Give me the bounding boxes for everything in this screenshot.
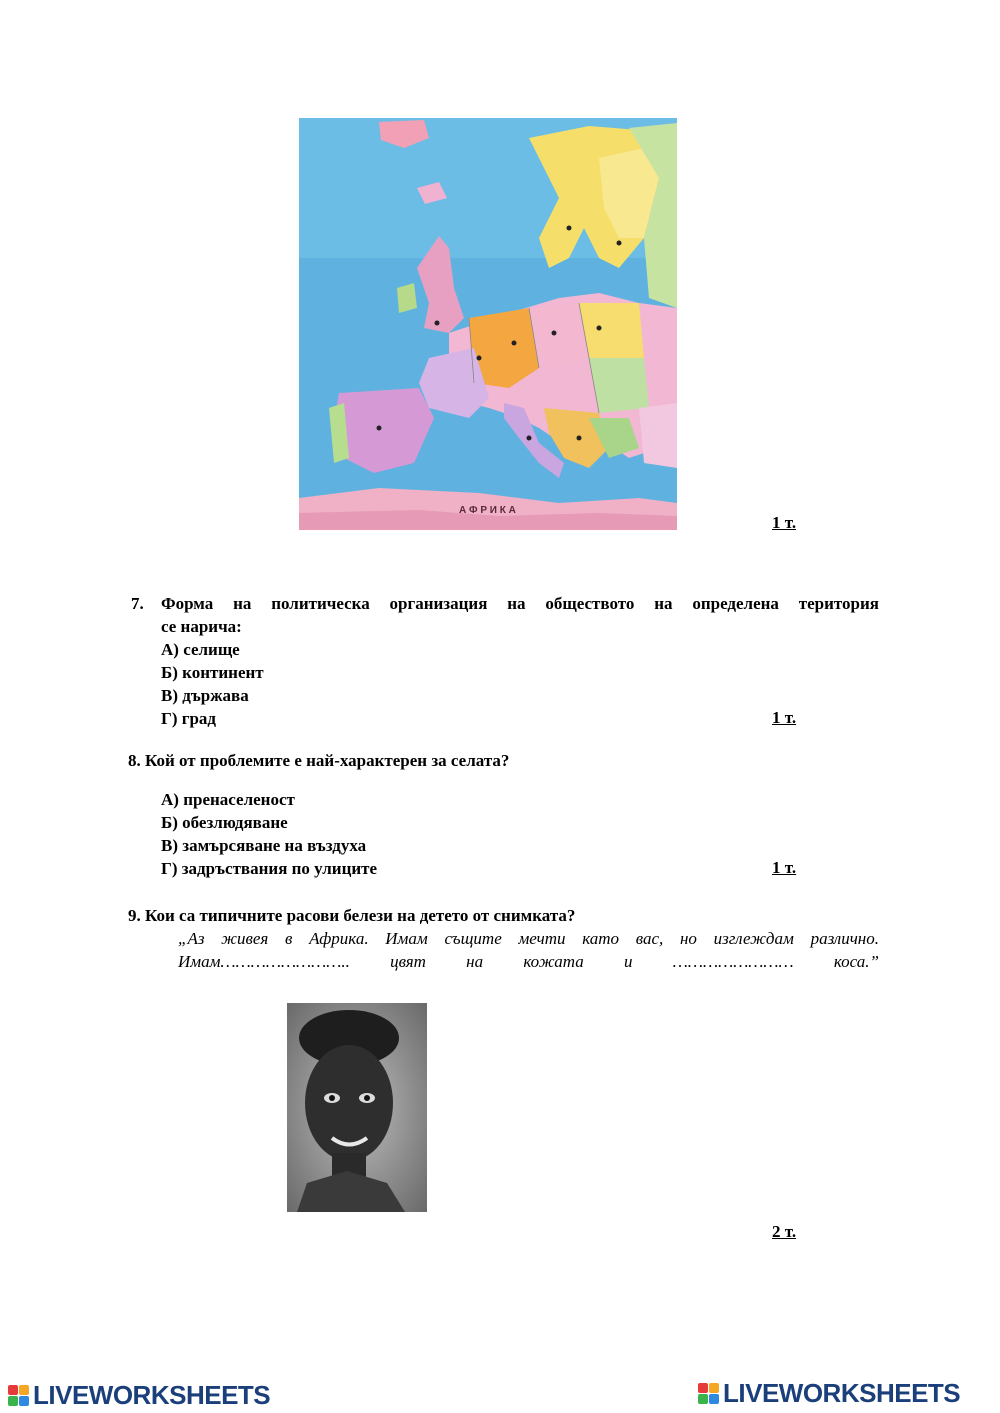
liveworksheets-mark-icon [698,1383,719,1404]
q8-option-d[interactable]: Г) задръствания по улиците [161,859,378,878]
q7-question-line1: Форма на политическа организация на обществото на определена територия [161,594,879,613]
liveworksheets-logo-left[interactable] [8,1380,270,1411]
liveworksheets-brand-left: LIVEWORKSHEETS [33,1380,271,1410]
q9-quote-line2[interactable]: Имам…………………….. цвят на кожата и …………………… коса.” [178,952,879,971]
q7-option-a[interactable]: А) селище [161,640,240,659]
child-photo [287,1003,427,1212]
q7-points: 1 т. [772,708,797,727]
q9-points: 2 т. [772,1222,797,1241]
q7-question-line2: се нарича: [161,617,242,636]
q9-quote-line1: „Аз живея в Африка. Имам същите мечти като вас, но изглеждам различно. [178,929,879,948]
q7-option-c[interactable]: В) държава [161,686,249,705]
q7-option-b[interactable]: Б) континент [161,663,264,682]
q8-points: 1 т. [772,858,797,877]
q7-option-d[interactable]: Г) град [161,709,217,728]
europe-map-image [299,118,677,530]
q8-option-b[interactable]: Б) обезлюдяване [161,813,288,832]
liveworksheets-logo-right[interactable] [698,1378,960,1409]
liveworksheets-brand-right: LIVEWORKSHEETS [723,1378,961,1408]
q6-points: 1 т. [772,513,797,532]
q8-question: 8. Кой от проблемите е най-характерен за селата? [128,751,510,770]
map-label-africa: А Ф Р И К А [459,505,516,516]
q8-option-a[interactable]: А) пренаселеност [161,790,295,809]
q7-number: 7. [131,594,144,613]
q9-question: 9. Кои са типичните расови белези на детето от снимката? [128,906,576,925]
q8-option-c[interactable]: В) замърсяване на въздуха [161,836,367,855]
liveworksheets-mark-icon [8,1385,29,1406]
